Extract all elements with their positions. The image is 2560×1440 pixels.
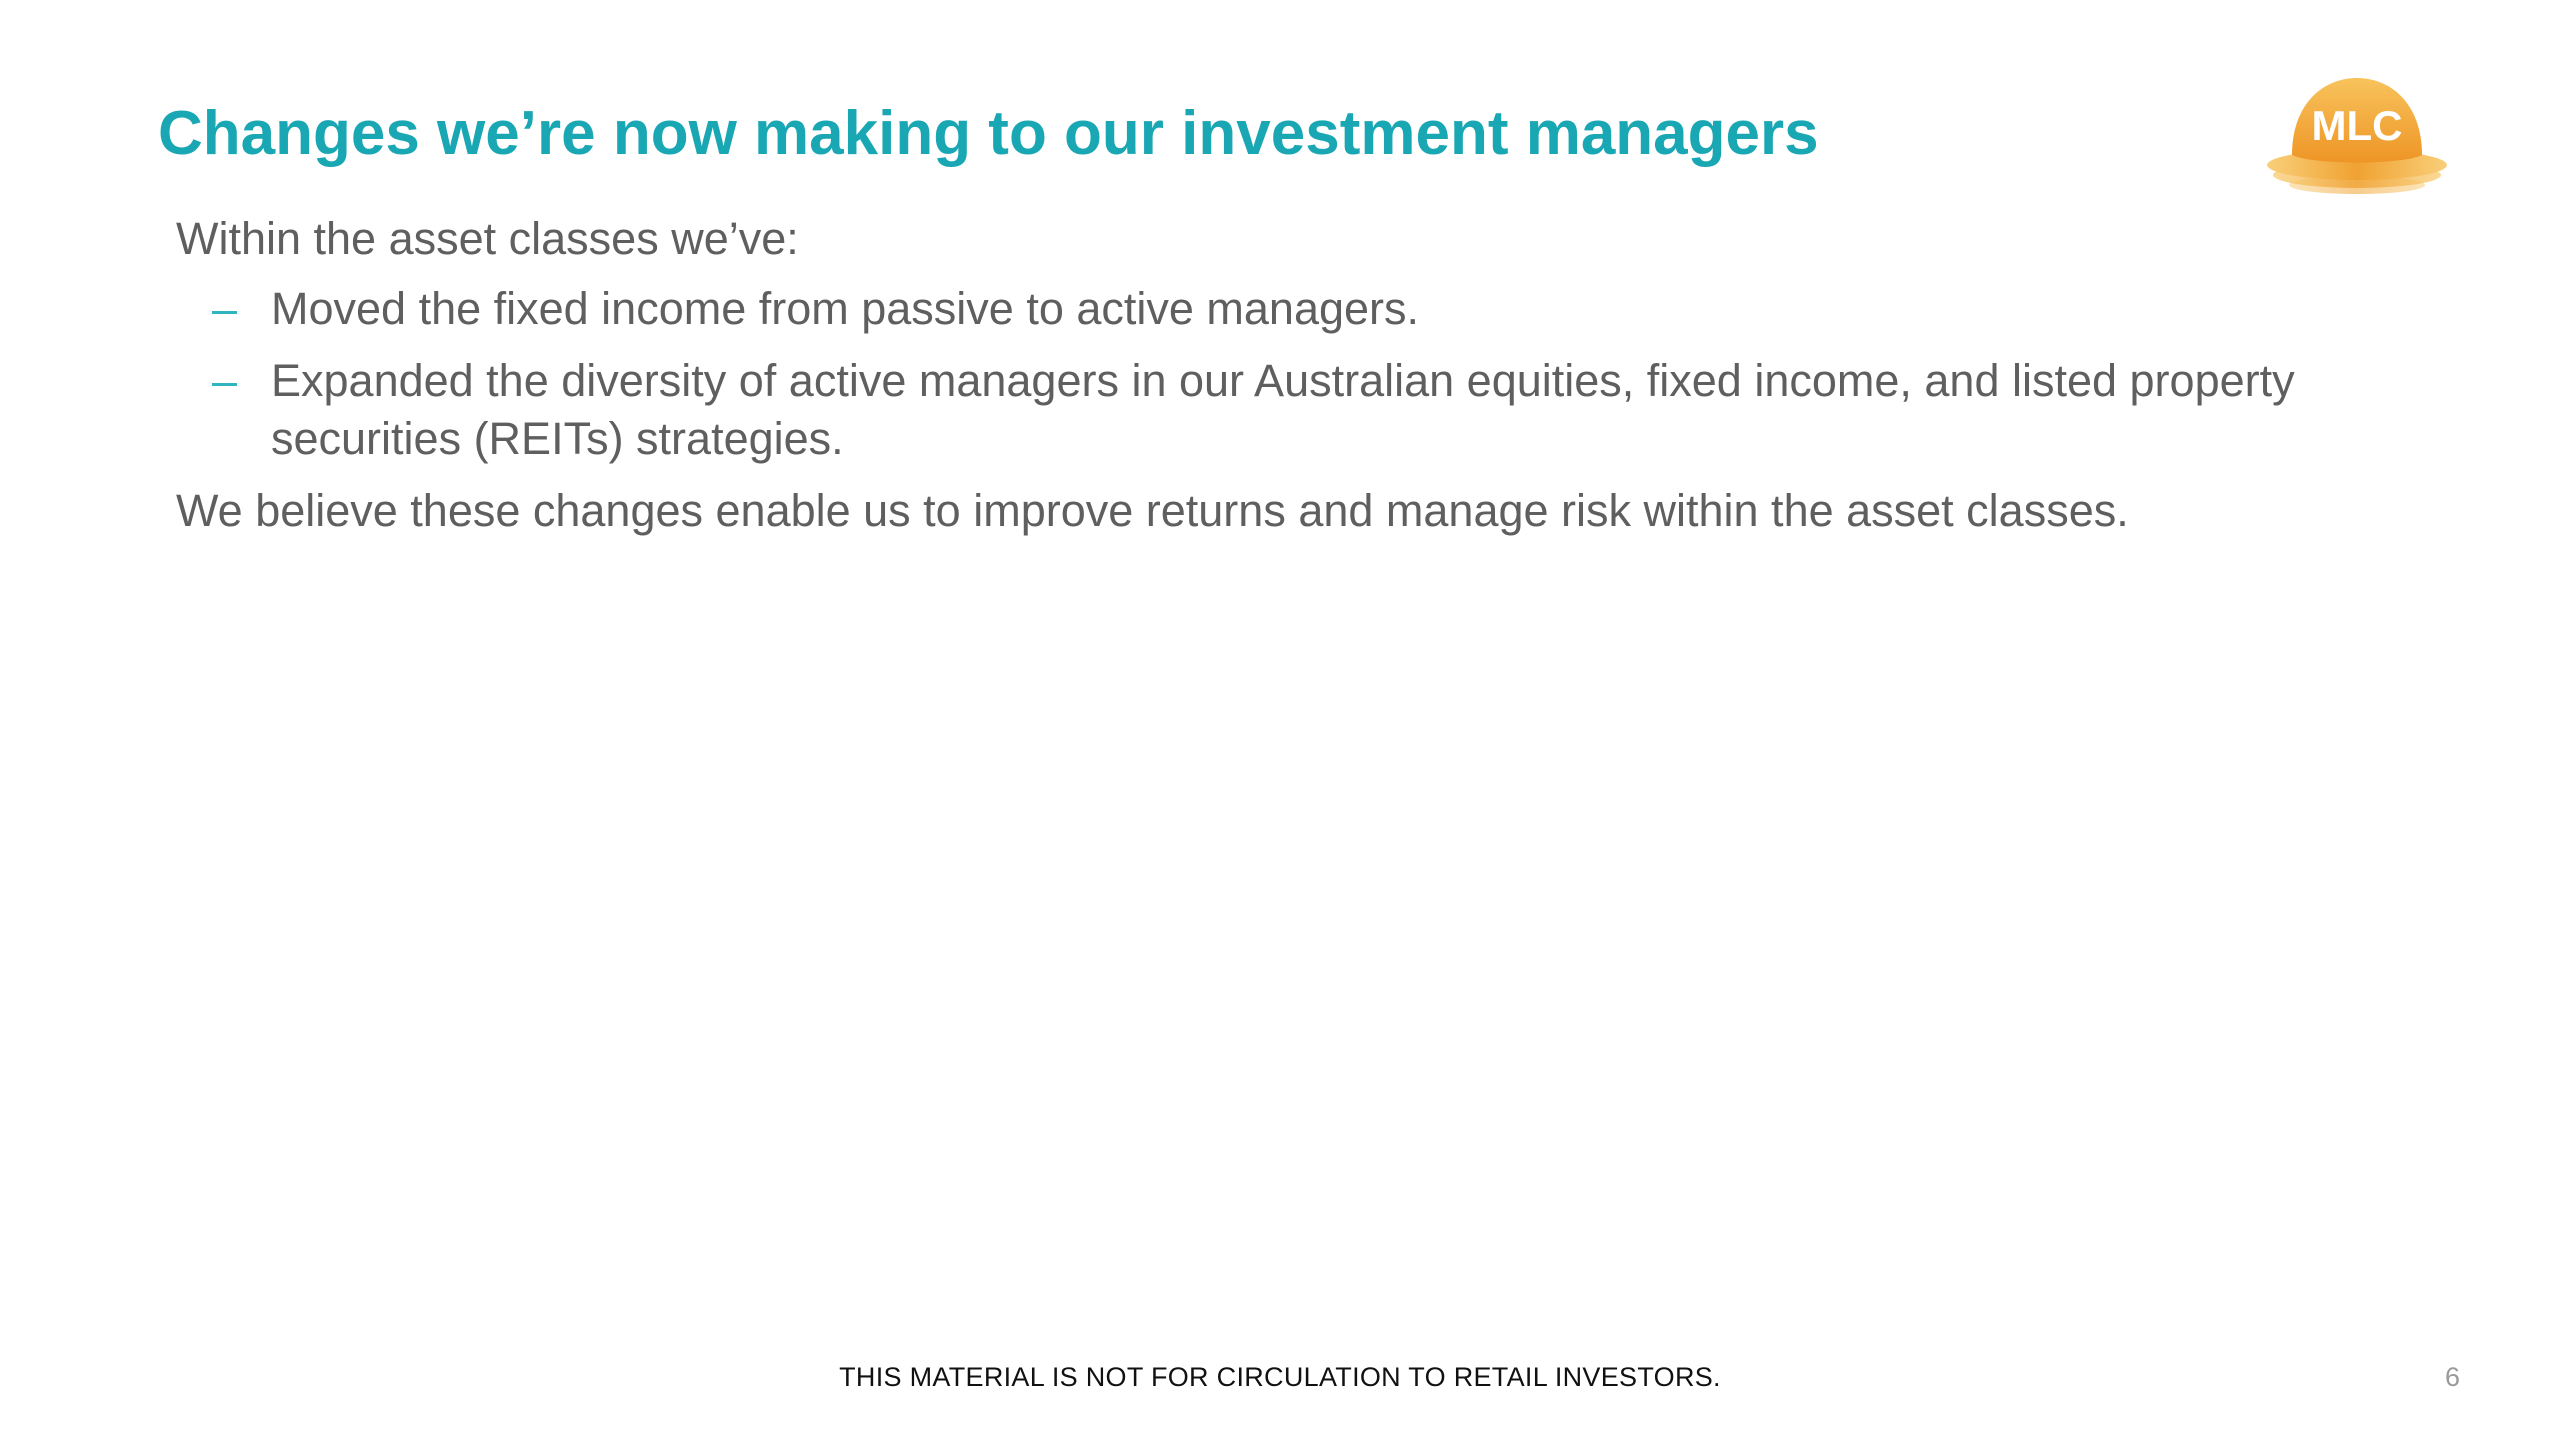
- bullet-item: [176, 280, 2476, 338]
- logo-text: MLC: [2311, 102, 2403, 149]
- bullet-dash: –: [212, 283, 238, 334]
- bullet-item: [176, 352, 2476, 468]
- intro-text: Within the asset classes we’ve:: [176, 213, 799, 264]
- page-number: 6: [2444, 1362, 2460, 1392]
- bullet-text: Moved the fixed income from passive to active managers.: [271, 283, 1420, 334]
- conclusion-text: We believe these changes enable us to improve returns and manage risk within the asset classes.: [176, 485, 2129, 536]
- slide-body: [176, 210, 2476, 540]
- slide-title: Changes we’re now making to our investment managers: [158, 99, 1819, 168]
- mlc-logo-graphic: [2262, 70, 2452, 200]
- bullet-text: Expanded the diversity of active managers in our Australian equities, fixed income, and listed property securities (REITs) strategies.: [271, 355, 2295, 464]
- mlc-logo: [2262, 70, 2452, 200]
- disclaimer-footer: THIS MATERIAL IS NOT FOR CIRCULATION TO RETAIL INVESTORS.: [839, 1362, 1721, 1392]
- bullet-dash: –: [212, 355, 238, 406]
- bullet-list: [176, 280, 2476, 468]
